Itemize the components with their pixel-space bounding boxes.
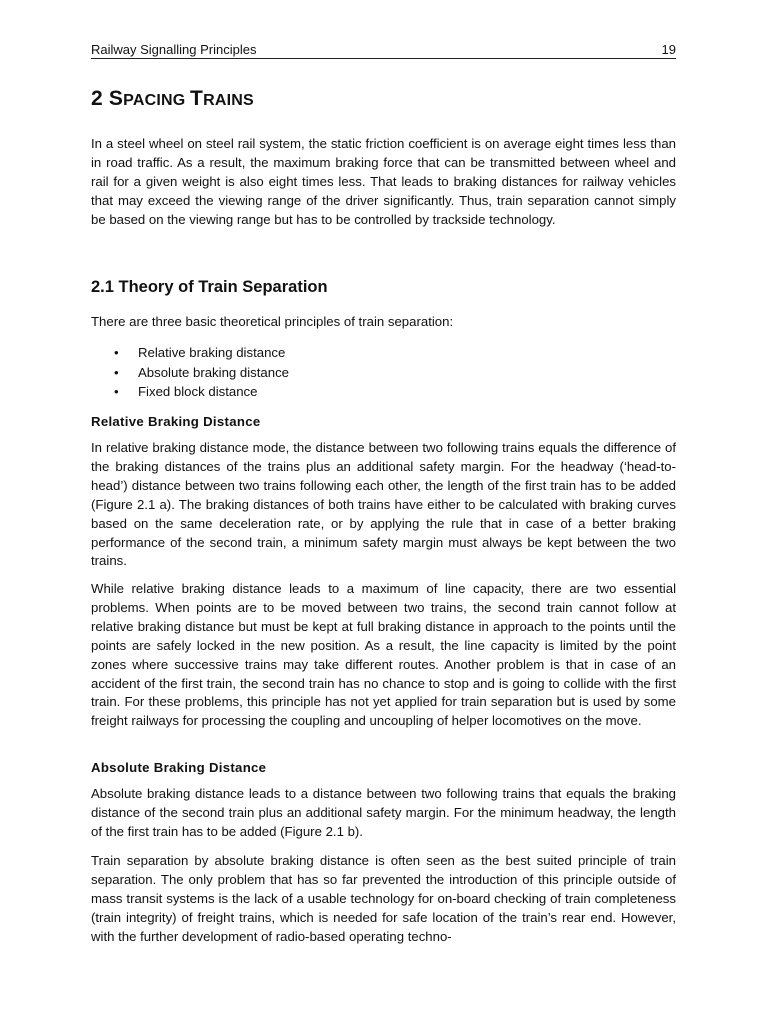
absolute-braking-heading: Absolute Braking Distance bbox=[91, 760, 267, 775]
absolute-braking-paragraph-2: Train separation by absolute braking distance is often seen as the best suited principle of train separation. The only problem that has so far prevented the introduction of this principle outside of mass transit systems is the lack of a usable technology for on-board checking of train completeness (train integrity) of freight trains, which is needed for safe location of the train’s rear end. However, with the further development of radio-based operating techno- bbox=[91, 853, 676, 944]
chapter-title bbox=[91, 86, 254, 114]
chapter-intro-paragraph: In a steel wheel on steel rail system, the static friction coefficient is on average eight times less than in road traffic. As a result, the maximum braking force that can be transmitted between wheel and rail for a given weight is also eight times less. That leads to braking distances for railway vehicles that may exceed the viewing range of the driver significantly. Thus, train separation cannot simply be based on the viewing range but has to be controlled by trackside technology. bbox=[91, 136, 676, 227]
list-item bbox=[91, 363, 676, 383]
running-header-title: Railway Signalling Principles bbox=[91, 42, 257, 57]
section-title: 2.1 Theory of Train Separation bbox=[91, 278, 328, 296]
list-item-text: Absolute braking distance bbox=[138, 364, 290, 380]
chapter-title-smallcaps-2: RAINS bbox=[203, 92, 254, 109]
list-item-text: Relative braking distance bbox=[138, 345, 286, 360]
absolute-braking-paragraph-1: Absolute braking distance leads to a distance between two following trains that equals the braking distance of the second train plus an additional safety margin. For the minimum headway, the length of the first train has to be added (Figure 2.1 b). bbox=[91, 786, 676, 839]
list-item bbox=[91, 343, 676, 363]
principles-list bbox=[91, 343, 676, 402]
bullet-marker: • bbox=[114, 364, 119, 380]
chapter-title-smallcaps-1: PACING bbox=[123, 92, 191, 109]
section-intro-paragraph: There are three basic theoretical principles of train separation: bbox=[91, 314, 454, 329]
list-item-text: Fixed block distance bbox=[138, 384, 258, 399]
page-number: 19 bbox=[661, 42, 676, 57]
chapter-title-initial-t: T bbox=[190, 87, 204, 110]
relative-braking-paragraph-1: In relative braking distance mode, the distance between two following trains equals the difference of the braking distances of the trains plus an additional safety margin. For the headway (‘head-to-head’) distance between two trains following each other, the length of the first train has to be added (Figure 2.1 a). The braking distances of both trains have either to be calculated with braking curves based on the same deceleration rate, or by applying the rule that in case of a better braking performance of the second train, a minimum safety margin must always be kept between the two trains. bbox=[91, 440, 676, 569]
bullet-marker: • bbox=[114, 384, 119, 399]
relative-braking-heading: Relative Braking Distance bbox=[91, 414, 261, 429]
list-item bbox=[91, 382, 676, 402]
running-header bbox=[91, 42, 676, 59]
chapter-title-initial-s: S bbox=[108, 87, 124, 110]
bullet-marker: • bbox=[114, 345, 119, 360]
chapter-number: 2 bbox=[91, 87, 109, 110]
relative-braking-paragraph-2: While relative braking distance leads to a maximum of line capacity, there are two essential problems. When points are to be moved between two trains, the second train cannot follow at relative braking distance but must be kept at full braking distance in approach to the points until the points are safely locked in the new position. As a result, the line capacity is limited by the point zones where successive trains may take different routes. Another problem is that in case of an accident of the first train, the second train has no chance to stop and is going to collide with the first train. For these problems, this principle has not yet applied for train separation but is used by some freight railways for processing the coupling and uncoupling of helper locomotives on the move. bbox=[91, 581, 676, 729]
